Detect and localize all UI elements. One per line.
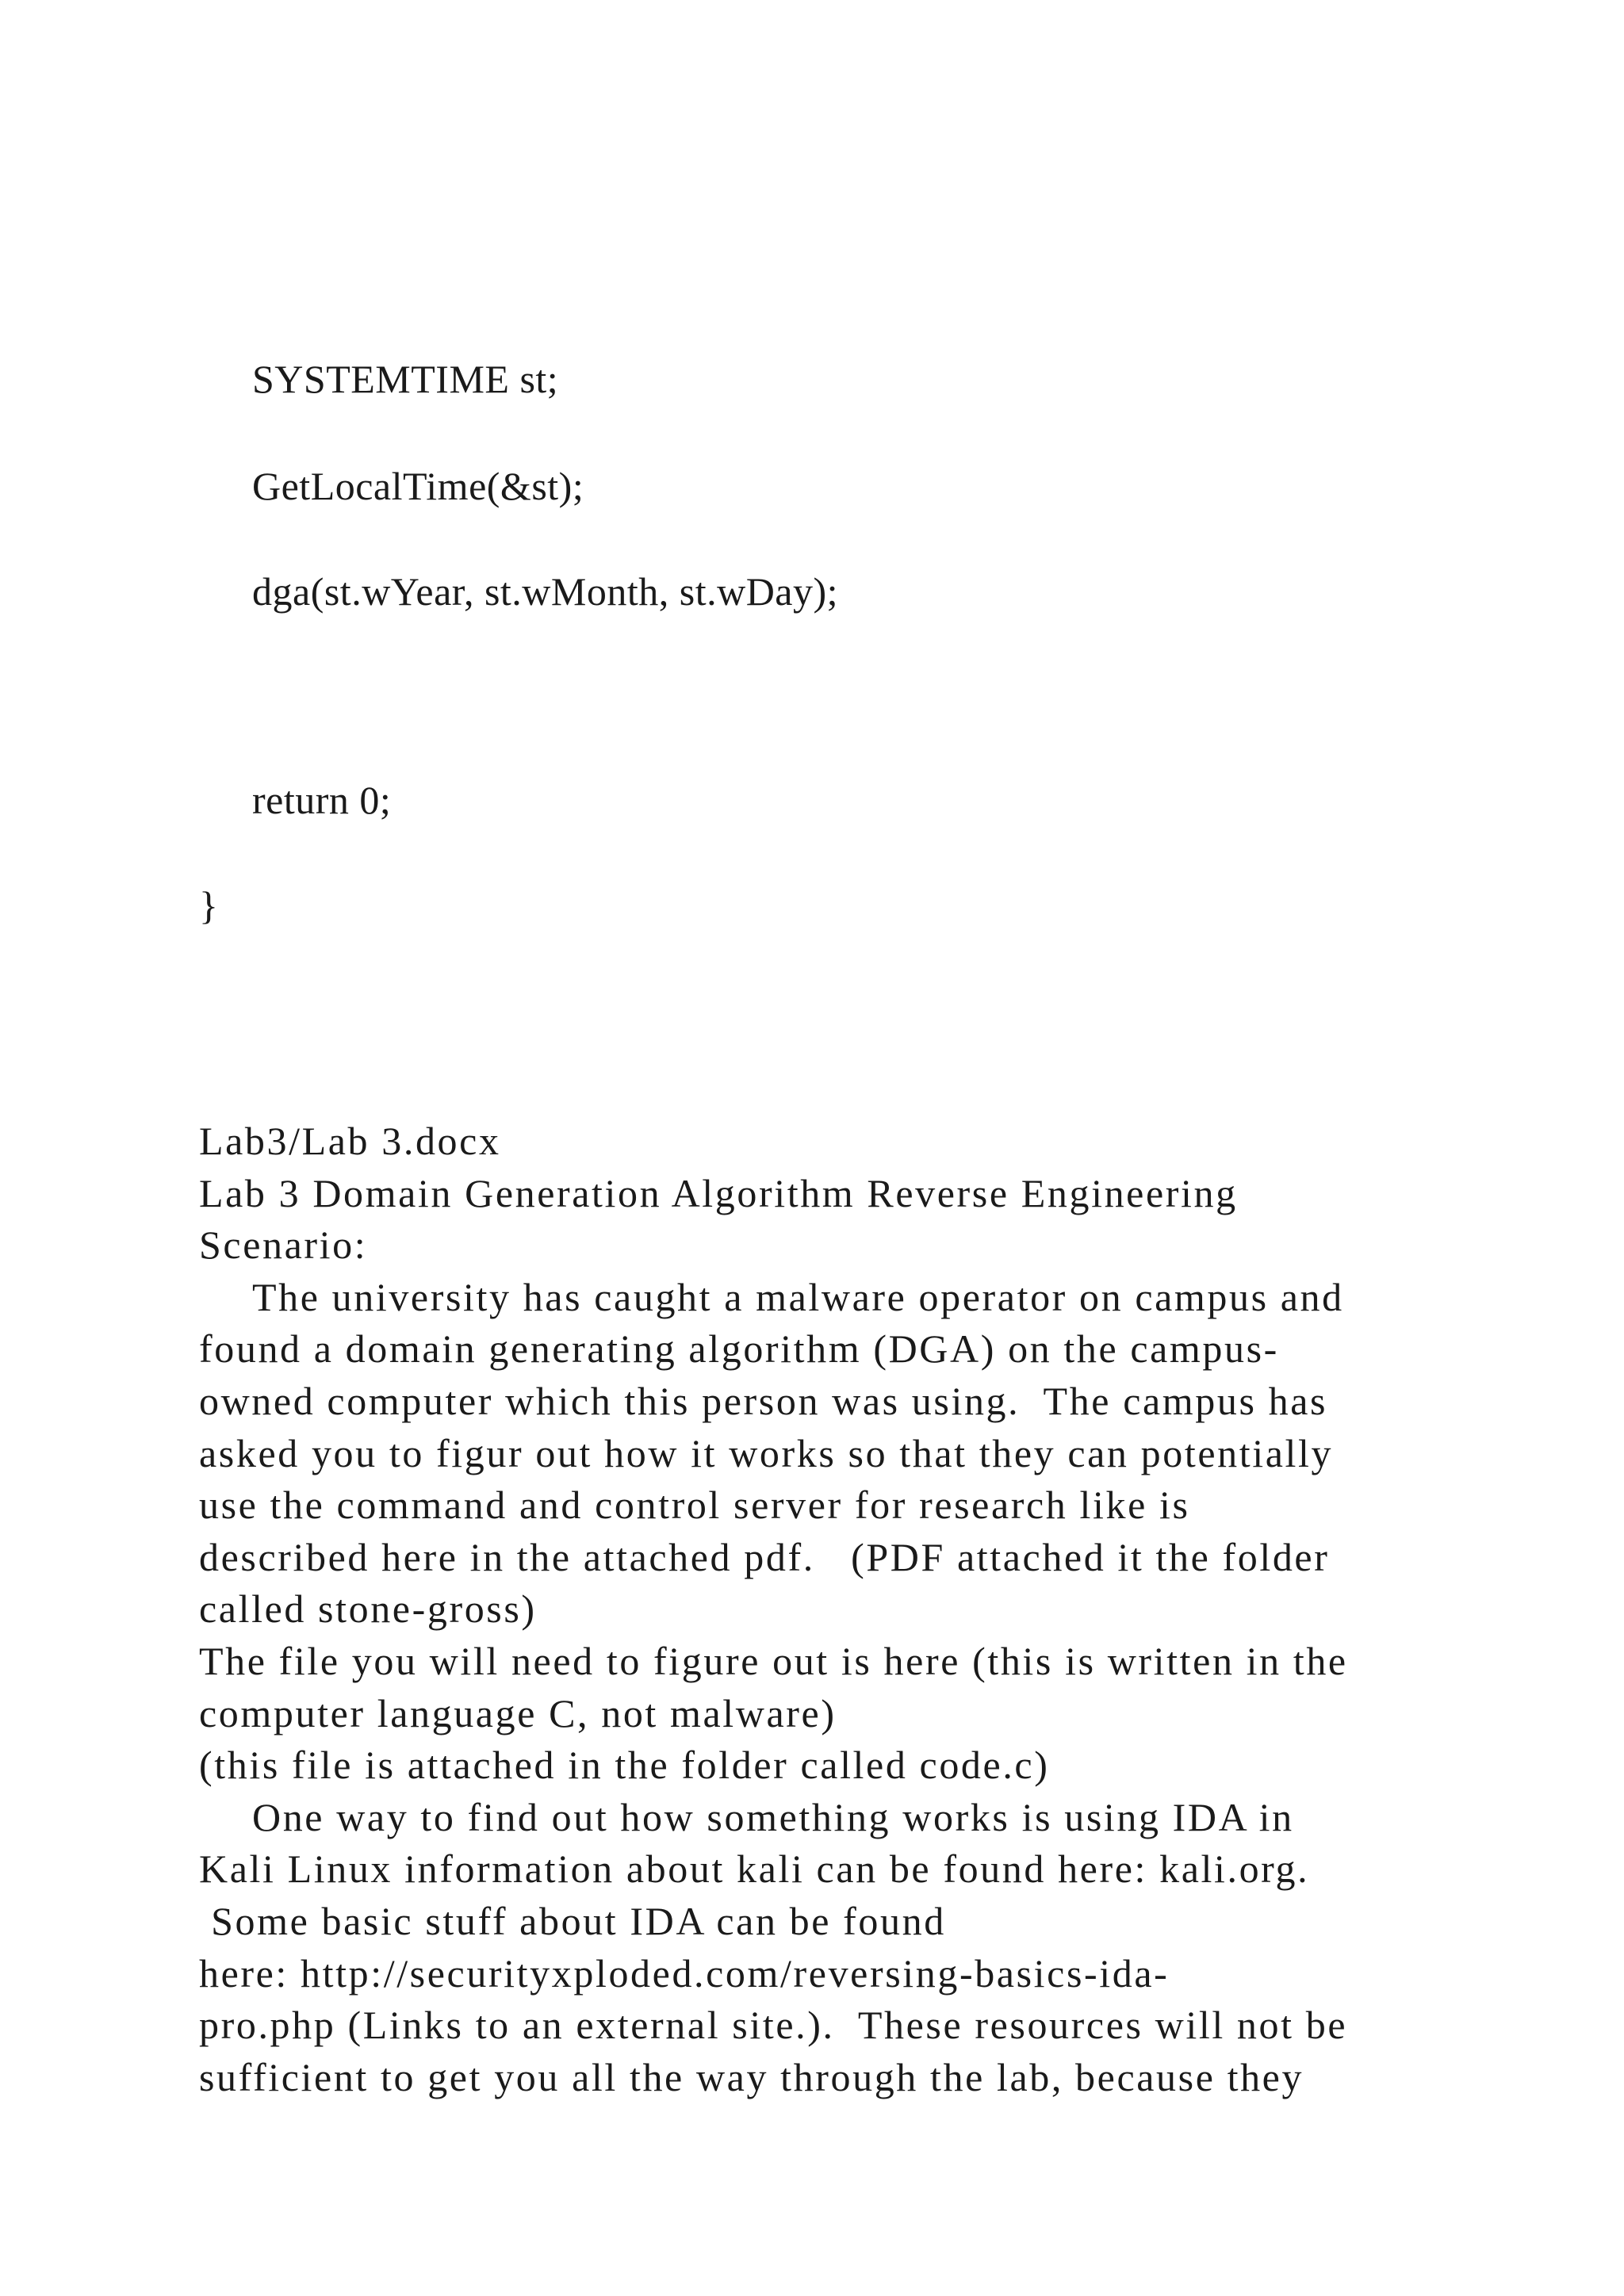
paragraph-line: The file you will need to figure out is here (this is written in the bbox=[199, 1638, 1348, 1683]
scenario-heading: Scenario: bbox=[199, 1223, 368, 1268]
code-line-closing-brace: } bbox=[199, 883, 219, 928]
paragraph-line: computer language C, not malware) bbox=[199, 1690, 837, 1735]
paragraph-line: use the command and control server for research like is bbox=[199, 1483, 1190, 1528]
paragraph-line: here: http://securityxploded.com/reversing-basics-ida- bbox=[199, 1950, 1170, 1996]
paragraph-line: Some basic stuff about IDA can be found bbox=[199, 1898, 946, 1943]
code-line-systemtime: SYSTEMTIME st; bbox=[252, 357, 559, 401]
code-line-getlocaltime: GetLocalTime(&st); bbox=[252, 464, 584, 508]
paragraph-line: owned computer which this person was using. The campus has bbox=[199, 1378, 1328, 1423]
lab-title: Lab 3 Domain Generation Algorithm Reverse Engineering bbox=[199, 1170, 1238, 1215]
paragraph-line: described here in the attached pdf. (PDF attached it the folder bbox=[199, 1534, 1330, 1579]
paragraph-line: Kali Linux information about kali can be found here: kali.org. bbox=[199, 1846, 1310, 1892]
paragraph-line: sufficient to get you all the way through the lab, because they bbox=[199, 2054, 1304, 2099]
paragraph-line: found a domain generating algorithm (DGA) on the campus- bbox=[199, 1326, 1279, 1372]
paragraph-line: pro.php (Links to an external site.). These resources will not be bbox=[199, 2003, 1348, 2048]
lab-document-text bbox=[199, 1115, 1547, 2103]
paragraph-line: (this file is attached in the folder called code.c) bbox=[199, 1743, 1050, 1788]
paragraph-line: called stone-gross) bbox=[199, 1586, 537, 1632]
code-line-dga-call: dga(st.wYear, st.wMonth, st.wDay); bbox=[252, 569, 839, 614]
paragraph-line: asked you to figur out how it works so that they can potentially bbox=[199, 1430, 1334, 1475]
file-path: Lab3/Lab 3.docx bbox=[199, 1119, 501, 1163]
paragraph-line: One way to find out how something works is using IDA in bbox=[252, 1794, 1294, 1839]
paragraph-line: The university has caught a malware operator on campus and bbox=[252, 1274, 1344, 1319]
code-line-return: return 0; bbox=[252, 778, 392, 822]
